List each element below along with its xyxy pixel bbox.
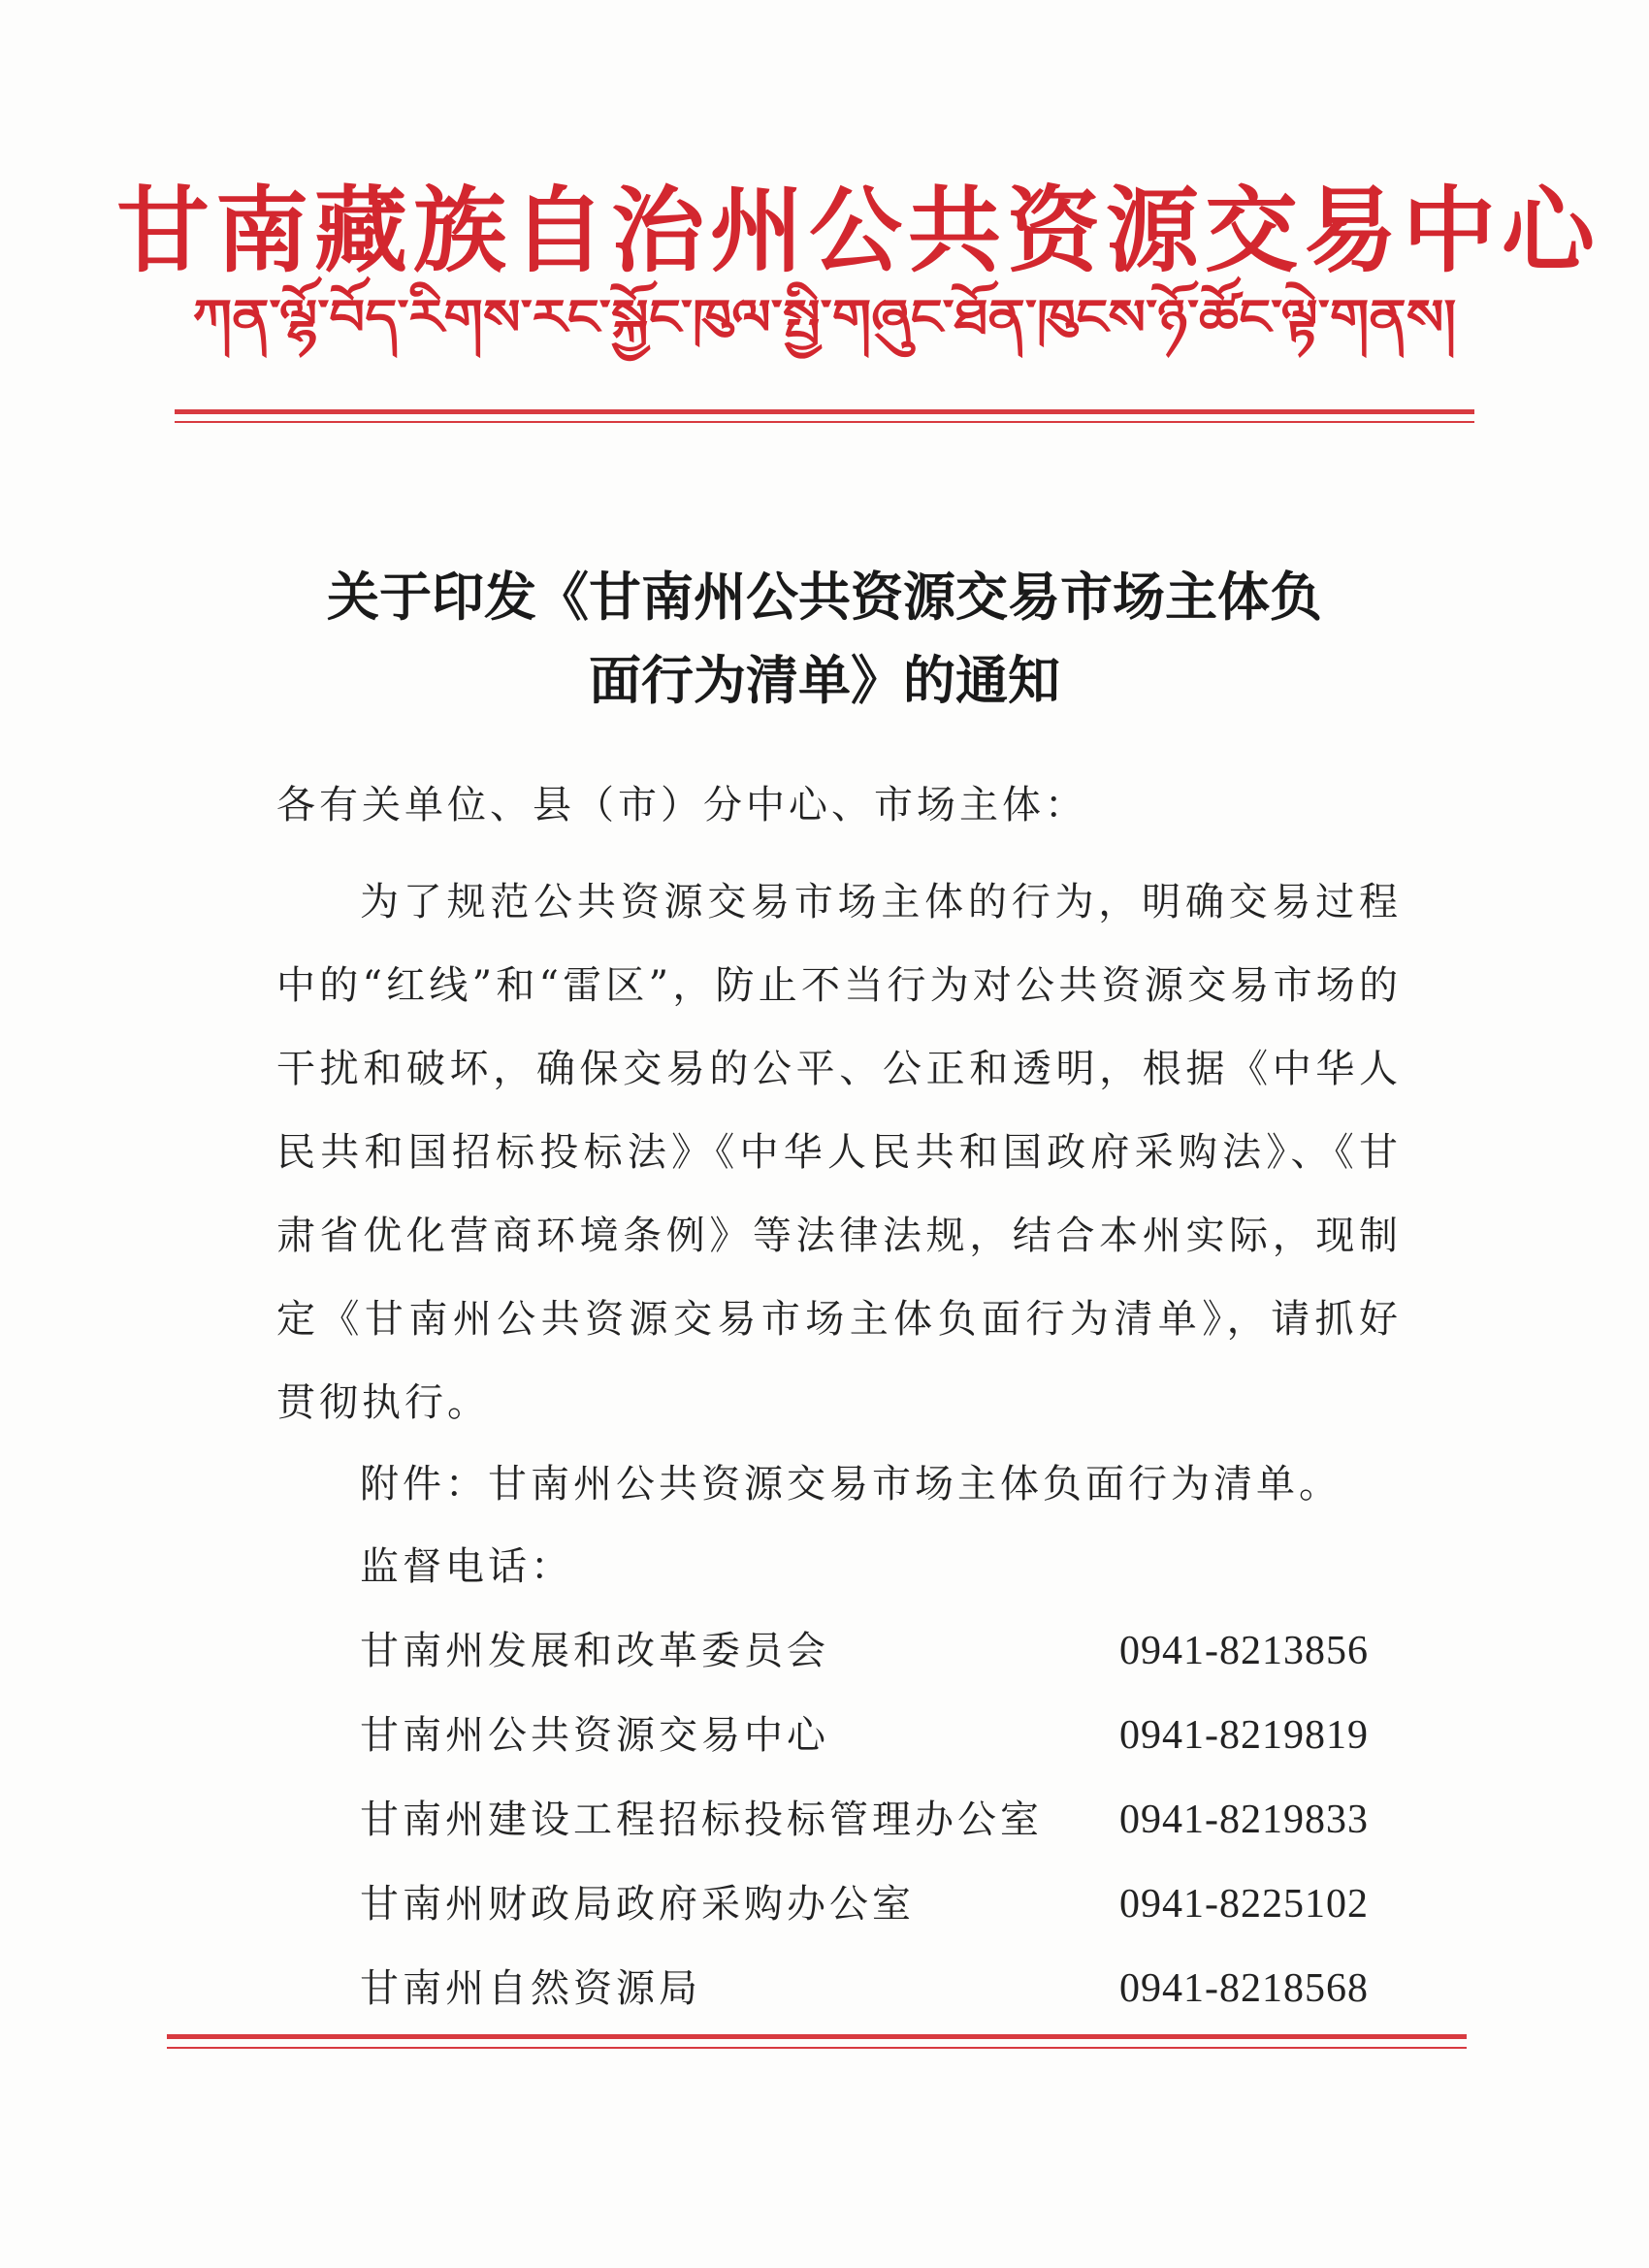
notice-title — [233, 555, 1416, 722]
contact-phone: 0941-8219819 — [1119, 1713, 1369, 1758]
contact-name: 甘南州公共资源交易中心 — [360, 1713, 829, 1758]
contact-row — [360, 1960, 1369, 2018]
salutation: 各有关单位、县（市）分中心、市场主体： — [276, 783, 1087, 827]
contact-name: 甘南州财政局政府采购办公室 — [360, 1882, 915, 1927]
contact-phone: 0941-8219833 — [1119, 1798, 1369, 1842]
body-paragraph: 为了规范公共资源交易市场主体的行为，明确交易过程中的“红线”和“雷区”，防止不当行为对公共资源交易市场的干扰和破坏，确保交易的公平、公正和透明，根据《中华人民共和国招标投标法》《中华人民共和国政府采购法》、《甘肃省优化营商环境条例》等法律法规，结合本州实际，现制定《甘南州公共资源交易市场主体负面行为清单》，请抓好贯彻执行。 — [276, 880, 1402, 1425]
letterhead-chinese-name: 甘南藏族自治州公共资源交易中心 — [116, 176, 1600, 285]
contact-phone: 0941-8225102 — [1119, 1882, 1369, 1927]
contact-row — [360, 1706, 1369, 1765]
contact-row — [360, 1791, 1369, 1849]
contact-row — [360, 1622, 1369, 1680]
contact-phone: 0941-8213856 — [1119, 1629, 1369, 1673]
contact-name: 甘南州自然资源局 — [360, 1966, 701, 2011]
contact-name: 甘南州建设工程招标投标管理办公室 — [360, 1798, 1043, 1842]
contact-phone: 0941-8218568 — [1119, 1966, 1369, 2011]
header-divider-thin — [175, 421, 1474, 423]
contact-name: 甘南州发展和改革委员会 — [360, 1629, 829, 1673]
header-divider-thick — [175, 409, 1474, 414]
attachment-note: 附件：甘南州公共资源交易市场主体负面行为清单。 — [360, 1462, 1342, 1507]
footer-divider-thick — [167, 2034, 1467, 2039]
notice-title-line1: 关于印发《甘南州公共资源交易市场主体负 — [327, 566, 1322, 628]
supervision-phone-label: 监督电话： — [360, 1544, 573, 1589]
letterhead-tibetan-name: ཀན་ལྷོ་བོད་རིགས་རང་སྐྱོང་ཁུལ་སྤྱི་གཞུང་ཐོན་ཁུངས་ཉོ་ཚོང་ལྟེ་གནས། — [192, 289, 1457, 345]
contact-row — [360, 1875, 1369, 1933]
notice-title-line2: 面行为清单》的通知 — [589, 649, 1060, 711]
footer-divider-thin — [167, 2047, 1467, 2049]
